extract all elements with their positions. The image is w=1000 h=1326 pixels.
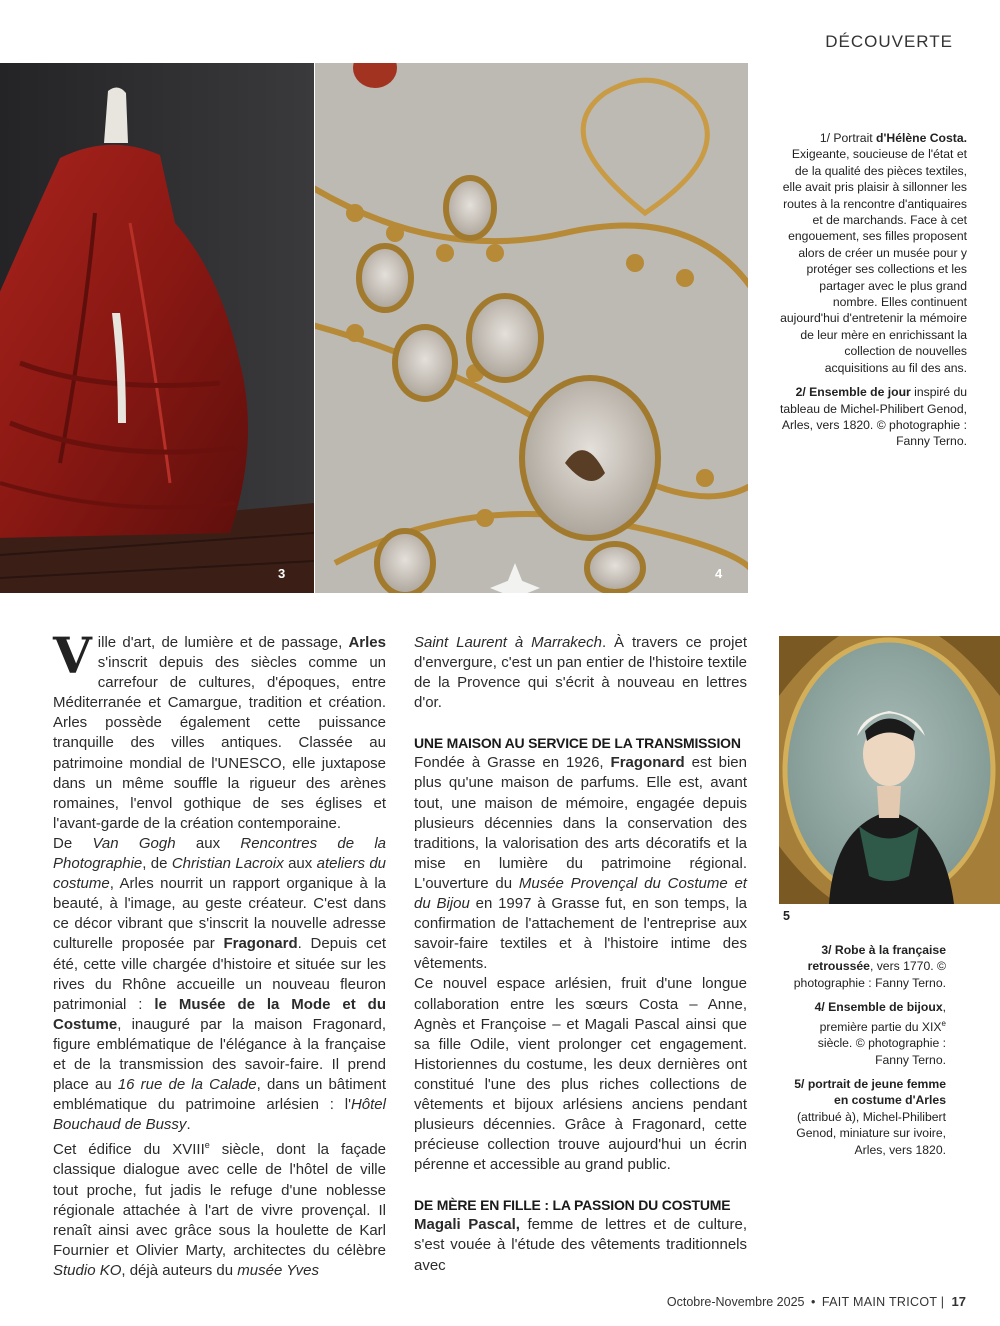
caption-4: 4/ Ensemble de bijoux, première partie du XIXe siècle. © photographie : Fanny Terno. [814, 1000, 946, 1067]
article-column-1 [53, 626, 387, 1281]
article-column-2 [414, 633, 747, 1276]
section-title: DÉCOUVERTE [825, 32, 953, 51]
photo-jewelry [315, 63, 748, 593]
caption-group-1-2 [780, 130, 967, 458]
paragraph-3: Cet édifice du XVIIIe siècle, dont la façade classique dialogue avec celle de l'hôtel de ville tout proche, fut jadis le refuge d'une noblesse régionale attachée à l'art de vivre provençal. Il renaît ainsi avec grâce sous la houlette de Karl Fournier et Olivier Marty, architectes du célèbre Studio KO, déjà auteurs du musée Yves [53, 1140, 387, 1279]
heading-transmission: UNE MAISON AU SERVICE DE LA TRANSMISSION [414, 735, 741, 752]
paragraph-5: Ce nouvel espace arlésien, fruit d'une longue collaboration entre les sœurs Costa – Anne, Agnès et Françoise – et Magali Pascal ainsi que sa fille Odile, vient prolonger cet engagement. Historiennes du costume, les deux dernières ont constitué l'une des plus riches collections de vêtements et bijoux arlésiens anciens pendant plusieurs décennies. Grâce à Fragonard, cette précieuse collection trouve aujourd'hui un écrin pérenne et accessible au grand public. [414, 975, 747, 1174]
photo-red-dress [0, 63, 314, 593]
photo-portrait [779, 636, 1000, 904]
footer-bullet: • [810, 1295, 816, 1309]
footer-separator: | [940, 1295, 945, 1309]
paragraph-2: De Van Gogh aux Rencontres de la Photographie, de Christian Lacroix aux ateliers du costume, Arles nourrit un rapport organique à la beauté, à l'image, au geste créateur. C'est dans ce décor vibrant que s'inscrit la nouvelle adresse culturelle proposée par Fragonard. Depuis cet été, cette ville chargée d'histoire et située sur les rives du Rhône accueille un nouveau fleuron patrimonial : le Musée de la Mode et du Costume, inauguré par la maison Fragonard, figure emblématique de l'élégance à la française et de la transmission des savoir-faire. Il prend place au 16 rue de la Calade, dans un bâtiment emblématique du patrimoine arlésien : l'Hôtel Bouchaud de Bussy. [53, 834, 386, 1134]
red-dress-illustration [0, 63, 314, 593]
paragraph-3-continued: Saint Laurent à Marrakech. À travers ce projet d'envergure, c'est un pan entier de l'histoire textile de la Provence qui s'écrit à nouveau en lettres d'or. [414, 634, 747, 712]
ysl-museum-part-2: Saint Laurent à Marrakech [414, 634, 602, 651]
caption-1: 1/ Portrait d'Hélène Costa. Exigeante, soucieuse de l'état et de la qualité des pièces textiles, elle avait pris plaisir à sillonner les routes à la rencontre d'antiquaires et de marchands. Face à cet engouement, ses filles proposent alors de créer un musée pour y protéger ses collections et les partager avec le plus grand nombre. Elles continuent aujourd'hui d'entretenir la mémoire de leur mère en enrichissant la collection de nouvelles acquisitions au fil des ans. [780, 131, 967, 375]
photo-number-5: 5 [783, 909, 790, 923]
paragraph-1: Ville d'art, de lumière et de passage, Arles s'inscrit depuis des siècles comme un carrefour de cultures, d'époques, entre Méditerranée et Camargue, tradition et création. Arles possède également cette puissance tranquille des villes antiques. Classée au patrimoine mondial de l'UNESCO, elle juxtapose dans un même souffle la rigueur des arènes romaines, l'envol gothique de ses églises et l'avant-garde de la création contemporaine. [53, 626, 386, 832]
page-number: 17 [951, 1294, 966, 1309]
caption-2: 2/ Ensemble de jour inspiré du tableau de Michel-Philibert Genod, Arles, vers 1820. © photographie : Fanny Terno. [780, 385, 967, 449]
caption-3: 3/ Robe à la française retroussée, vers 1770. © photographie : Fanny Terno. [793, 943, 946, 990]
photo-number-3: 3 [278, 566, 286, 581]
caption-5: 5/ portrait de jeune femme en costume d'Arles (attribué à), Michel-Philibert Genod, miniature sur ivoire, Arles, vers 1820. [794, 1076, 946, 1157]
heading-mother-daughter: DE MÈRE EN FILLE : LA PASSION DU COSTUME [414, 1197, 731, 1214]
drop-cap: V [53, 626, 92, 685]
caption-group-3-5 [790, 942, 946, 1166]
magazine-name: FAIT MAIN TRICOT [821, 1295, 938, 1309]
issue-date: Octobre-Novembre 2025 [666, 1295, 805, 1309]
photo-number-4: 4 [715, 566, 723, 581]
page-footer [667, 1294, 966, 1309]
paragraph-6: Magali Pascal, femme de lettres et de culture, s'est vouée à l'étude des vêtements traditionnels avec [414, 1216, 747, 1274]
ysl-museum-part-1: musée Yves [237, 1261, 320, 1279]
jewelry-illustration [315, 63, 748, 593]
paragraph-4: Fondée à Grasse en 1926, Fragonard est bien plus qu'une maison de parfums. Elle est, avant tout, une maison de mémoire, engagée depuis plusieurs décennies dans la conservation des traditions, la valorisation des arts décoratifs et la mise en lumière du patrimoine régional. L'ouverture du Musée Provençal du Costume et du Bijou en 1997 à Grasse fut, en son temps, la confirmation de l'attachement de l'entreprise aux savoir-faire textiles et à l'histoire intime des vêtements. [414, 754, 747, 973]
portrait-illustration [779, 636, 1000, 904]
